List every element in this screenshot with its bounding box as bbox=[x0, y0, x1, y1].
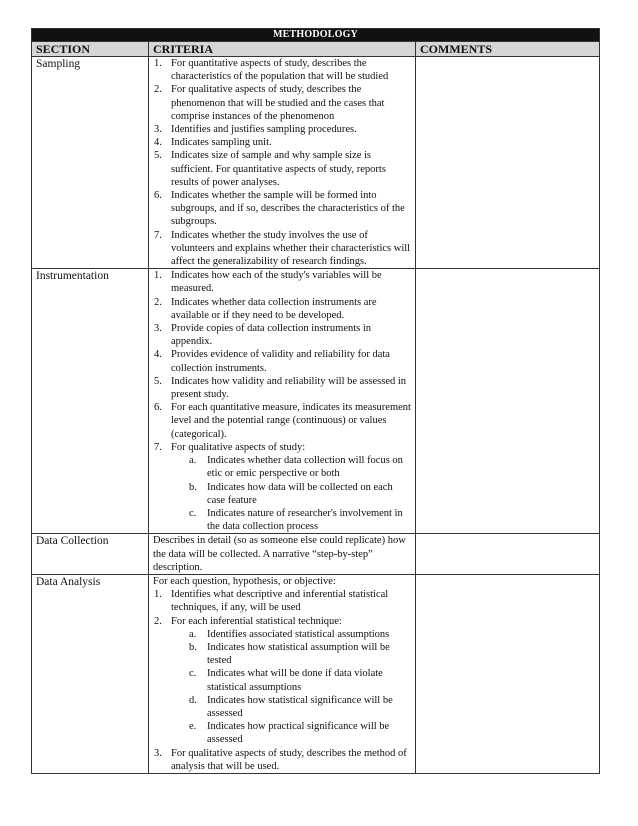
sub-list-item: c. Indicates nature of researcher's involvement in the data collection process bbox=[189, 507, 403, 533]
header-criteria: CRITERIA bbox=[149, 42, 416, 57]
list-item: 1. Identifies what descriptive and inferential statistical techniques, if any, will be used bbox=[154, 589, 389, 614]
list-item: 4. Indicates sampling unit. bbox=[154, 137, 272, 149]
header-section: SECTION bbox=[32, 42, 149, 57]
sub-list bbox=[171, 628, 411, 747]
section-label: Instrumentation bbox=[32, 269, 149, 534]
criteria-list bbox=[153, 269, 411, 533]
comments-cell[interactable] bbox=[416, 574, 600, 773]
table-title-row bbox=[32, 29, 600, 42]
comments-cell[interactable] bbox=[416, 534, 600, 575]
sub-list-item: a. Identifies associated statistical assumptions bbox=[189, 628, 390, 640]
list-item: 1. For quantitative aspects of study, describes the characteristics of the population that will be studied bbox=[154, 58, 389, 83]
header-row bbox=[32, 42, 600, 57]
comments-cell[interactable] bbox=[416, 269, 600, 534]
table-row bbox=[32, 534, 600, 575]
list-item: 6. For each quantitative measure, indicates its measurement level and the potential range (continuous) or values (categorical). bbox=[154, 402, 411, 440]
comments-cell[interactable] bbox=[416, 57, 600, 269]
list-item: 7. Indicates whether the study involves the use of volunteers and explains whether their characteristics will affect the generalizability of research findings. bbox=[154, 229, 411, 268]
list-item: 2. Indicates whether data collection instruments are available or if they need to be developed. bbox=[154, 296, 377, 321]
list-item: 7. For qualitative aspects of study: a. Indicates whether data collection will focus on etic or emic perspective or both b. Indicates how data will be collected on each case feature c. Indicates nature of researcher's involvement in the data collection process bbox=[153, 441, 411, 533]
section-label: Sampling bbox=[32, 57, 149, 269]
sub-list-item: b. Indicates how statistical assumption will be tested bbox=[189, 641, 390, 667]
list-item: 3. Identifies and justifies sampling procedures. bbox=[154, 124, 357, 136]
sub-list-item: e. Indicates how practical significance will be assessed bbox=[189, 721, 390, 746]
methodology-table bbox=[31, 28, 600, 774]
criteria-list bbox=[153, 57, 411, 268]
criteria-cell bbox=[149, 574, 416, 773]
list-item: 3. For qualitative aspects of study, describes the method of analysis that will be used. bbox=[154, 747, 407, 772]
table-row bbox=[32, 57, 600, 269]
sub-list-item: a. Indicates whether data collection will focus on etic or emic perspective or both bbox=[189, 455, 403, 480]
criteria-list bbox=[153, 588, 411, 773]
sub-list-item: d. Indicates how statistical significance will be assessed bbox=[189, 694, 393, 719]
list-item: 5. Indicates how validity and reliability will be assessed in present study. bbox=[154, 375, 407, 401]
table-row bbox=[32, 574, 600, 773]
list-item: 2. For qualitative aspects of study, describes the phenomenon that will be studied and the cases that comprise instances of the phenomenon bbox=[154, 84, 385, 122]
table-title: METHODOLOGY bbox=[32, 29, 600, 42]
sub-list-item: c. Indicates what will be done if data violate statistical assumptions bbox=[189, 668, 383, 693]
list-item: 1. Indicates how each of the study's variables will be measured. bbox=[154, 270, 382, 295]
list-item: 6. Indicates whether the sample will be formed into subgroups, and if so, describes the characteristics of the subgroups. bbox=[154, 190, 405, 228]
criteria-cell bbox=[149, 57, 416, 269]
list-item: 3. Provide copies of data collection instruments in appendix. bbox=[154, 323, 372, 348]
sub-list-item: b. Indicates how data will be collected on each case feature bbox=[189, 481, 393, 506]
sub-list bbox=[171, 454, 411, 533]
criteria-cell bbox=[149, 269, 416, 534]
header-comments: COMMENTS bbox=[416, 42, 600, 57]
list-item: 5. Indicates size of sample and why sample size is sufficient. For quantitative aspects of study, reports results of power analyses. bbox=[154, 150, 386, 188]
criteria-intro: For each question, hypothesis, or objective: bbox=[153, 575, 336, 587]
section-label: Data Analysis bbox=[32, 574, 149, 773]
list-item: 4. Provides evidence of validity and reliability for data collection instruments. bbox=[154, 349, 390, 374]
table-row bbox=[32, 269, 600, 534]
criteria-cell: Describes in detail (so as someone else could replicate) how the data will be collected. A narrative “step-by-step” description. bbox=[149, 534, 416, 575]
section-label: Data Collection bbox=[32, 534, 149, 575]
list-item: 2. For each inferential statistical technique: a. Identifies associated statistical assumptions b. Indicates how statistical assumption will be tested c. Indicates what will be done if data violate statistical assumptions d. Indicates how statistical significance will be assessed e. Indicates how practical significance will be assessed bbox=[153, 615, 411, 747]
